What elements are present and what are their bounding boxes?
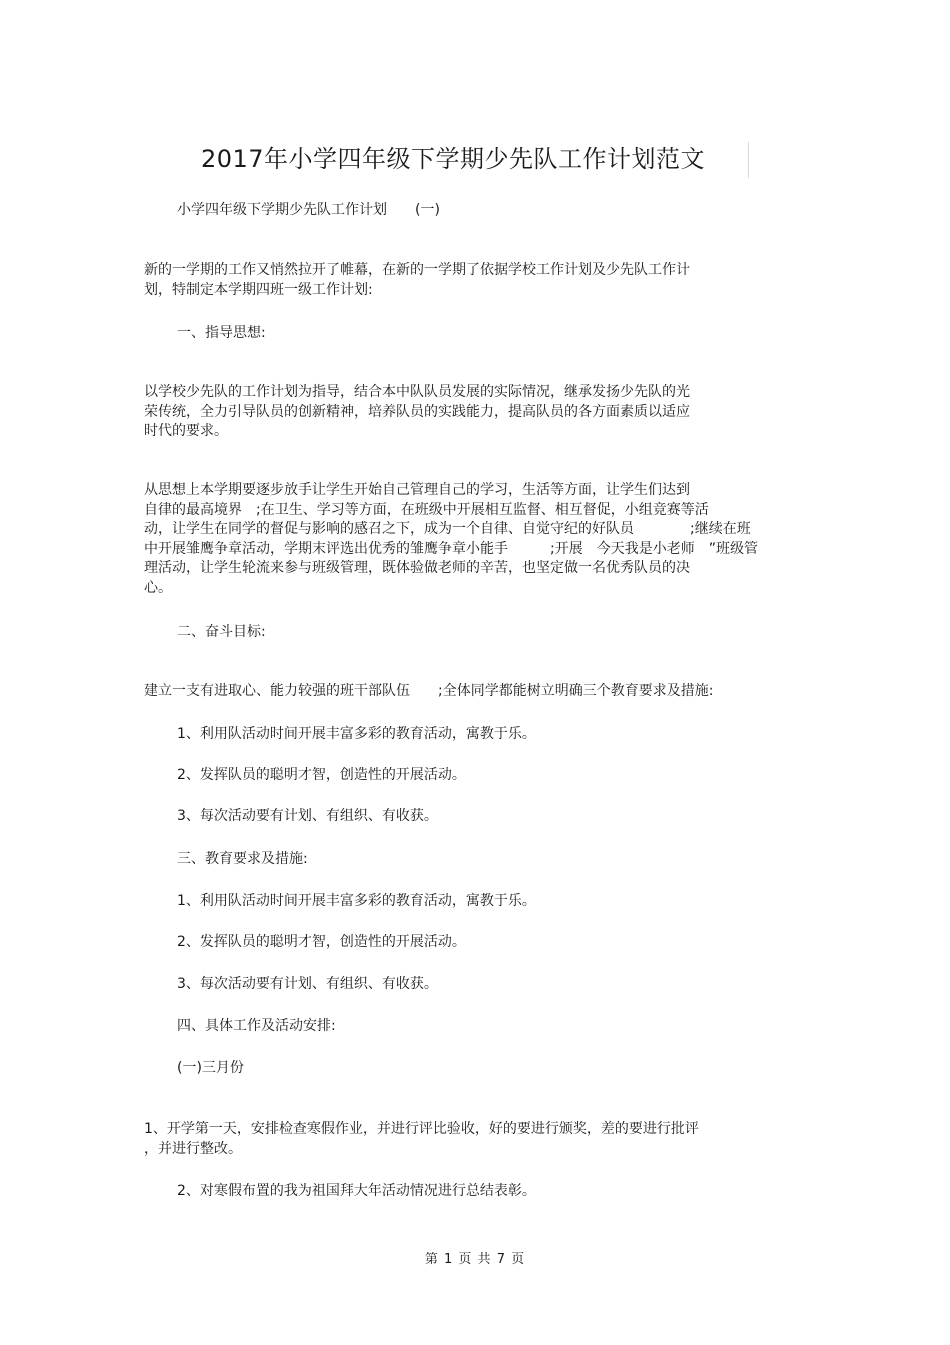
heading-guiding-thought: 一、指导思想: bbox=[177, 325, 266, 341]
heading-arrangements: 四、具体工作及活动安排: bbox=[177, 1018, 336, 1034]
self-management-paragraph bbox=[144, 481, 758, 598]
heading-goals: 二、奋斗目标: bbox=[177, 624, 266, 640]
guiding-line: 以学校少先队的工作计划为指导，结合本中队队员发展的实际情况，继承发扬少先队的光 bbox=[144, 384, 690, 400]
document-subtitle: 小学四年级下学期少先队工作计划 (一) bbox=[177, 202, 440, 218]
goal-item: 1、利用队活动时间开展丰富多彩的教育活动，寓教于乐。 bbox=[177, 726, 536, 742]
self-management-line: 动，让学生在同学的督促与影响的感召之下，成为一个自律、自觉守纪的好队员 ;继续在班 bbox=[144, 521, 751, 537]
self-management-line: 中开展雏鹰争章活动，学期末评选出优秀的雏鹰争章小能手 ;开展 今天我是小老师 ”班级管 bbox=[144, 540, 758, 557]
march-item-line: ，并进行整改。 bbox=[144, 1140, 242, 1157]
measure-item: 1、利用队活动时间开展丰富多彩的教育活动，寓教于乐。 bbox=[177, 893, 536, 909]
guiding-line: 时代的要求。 bbox=[144, 423, 228, 439]
guiding-line: 荣传统，全力引导队员的创新精神，培养队员的实践能力，提高队员的各方面素质以适应 bbox=[144, 403, 690, 420]
document-title: 2017年小学四年级下学期少先队工作计划范文 bbox=[200, 145, 706, 173]
intro-line: 划，特制定本学期四班一级工作计划: bbox=[144, 281, 373, 298]
goal-item: 2、发挥队员的聪明才智，创造性的开展活动。 bbox=[177, 767, 466, 783]
measure-item: 2、发挥队员的聪明才智，创造性的开展活动。 bbox=[177, 934, 466, 950]
march-item-line: 1、开学第一天，安排检查寒假作业，并进行评比验收，好的要进行颁奖，差的要进行批评 bbox=[144, 1121, 699, 1137]
heading-measures: 三、教育要求及措施: bbox=[177, 851, 308, 867]
measure-item: 3、每次活动要有计划、有组织、有收获。 bbox=[177, 976, 438, 992]
self-management-line: 自律的最高境界 ;在卫生、学习等方面，在班级中开展相互监督、相互督促，小组竞赛等活 bbox=[144, 501, 709, 518]
month-heading: (一)三月份 bbox=[177, 1060, 244, 1076]
self-management-line: 从思想上本学期要逐步放手让学生开始自己管理自己的学习，生活等方面，让学生们达到 bbox=[144, 482, 690, 498]
intro-paragraph bbox=[144, 261, 690, 300]
self-management-line: 心。 bbox=[144, 579, 172, 596]
goal-paragraph: 建立一支有进取心、能力较强的班干部队伍 ;全体同学都能树立明确三个教育要求及措施: bbox=[144, 683, 714, 699]
self-management-line: 理活动，让学生轮流来参与班级管理，既体验做老师的辛苦，也坚定做一名优秀队员的决 bbox=[144, 560, 690, 576]
march-item-1 bbox=[144, 1120, 699, 1159]
goal-item: 3、每次活动要有计划、有组织、有收获。 bbox=[177, 808, 438, 824]
guiding-paragraph bbox=[144, 383, 690, 442]
march-item-2: 2、对寒假布置的我为祖国拜大年活动情况进行总结表彰。 bbox=[177, 1183, 536, 1199]
intro-line: 新的一学期的工作又悄然拉开了帷幕，在新的一学期了依据学校工作计划及少先队工作计 bbox=[144, 262, 690, 278]
page-footer: 第 1 页 共 7 页 bbox=[424, 1252, 526, 1267]
